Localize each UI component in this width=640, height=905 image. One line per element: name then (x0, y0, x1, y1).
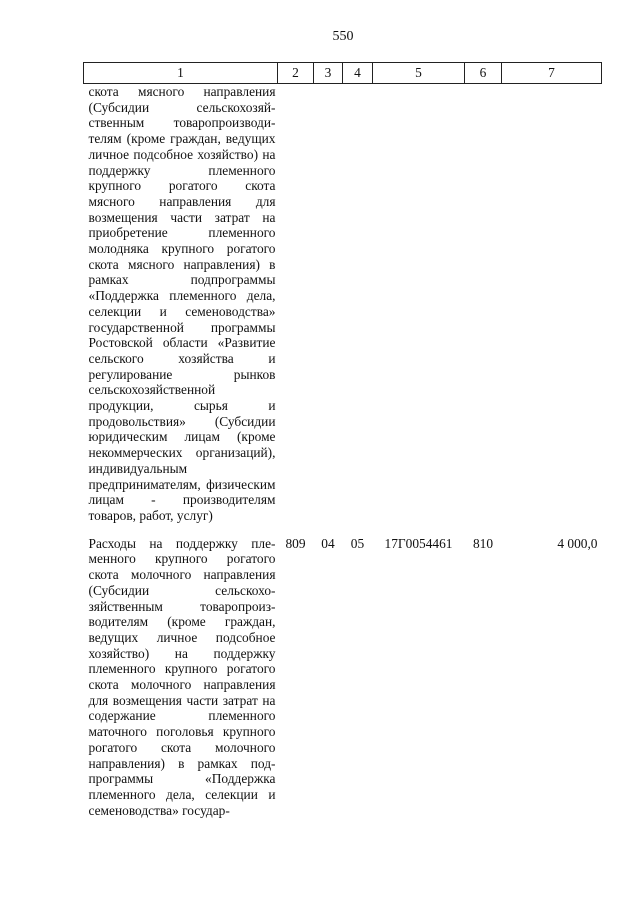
row-description: Расходы на поддержку племенного крупного рогатого скота молочного направления (Субсидии сельскохозяйственным товаропроизводителям (кроме граждан, ведущих личное подсобное хозяйство) на поддержку племенного крупного рогатого скота молочного направления для возмещения части затрат на содержание племенного маточного поголовья крупного рогатого скота молочного направления) в рамках подпрограммы «Поддержка племенного дела, селекции и семеноводства» государ- (88, 535, 276, 818)
row-subsection-code: 05 (350, 535, 365, 551)
header-col-1: 1 (84, 63, 278, 84)
row-spacer (84, 524, 602, 533)
row-amount (502, 84, 602, 524)
header-row (84, 63, 602, 84)
row-description: скота мясного направления (Субсидии сельскохозяйственным товаропроизводителям (кроме граждан, ведущих личное подсобное хозяйство) на поддержку племенного крупного рогатого скота мясного направления для возмещения части затрат на приобретение племенного молодняка крупного рогатого скота мясного направления) в рамках подпрограммы «Поддержка племенного дела, селекции и семеноводства» государственной программы Ростовской области «Развитие сельского хозяйства и регулирование рынков сельскохозяйственной продукции, сырья и продовольствия» (Субсидии юридическим лицам (кроме некоммерческих организаций), индивидуальным предпринимателям, физическим лицам - производителям товаров, работ, услуг) (88, 84, 276, 523)
row-ministry-code: 809 (285, 535, 306, 551)
row-target-article: 17Г0054461 (384, 535, 453, 551)
row-subsection-code (343, 84, 373, 524)
row-target-article (373, 84, 465, 524)
row-section-code (314, 84, 343, 524)
header-col-6: 6 (465, 63, 502, 84)
row-section-code: 04 (321, 535, 335, 551)
header-col-5: 5 (373, 63, 465, 84)
header-col-2: 2 (278, 63, 314, 84)
row-amount: 4 000,0 (557, 535, 598, 551)
row-expense-type (465, 84, 502, 524)
header-col-4: 4 (343, 63, 373, 84)
table-row (84, 84, 602, 524)
header-col-3: 3 (314, 63, 343, 84)
page-number: 550 (332, 29, 354, 44)
table-row (84, 533, 602, 819)
row-ministry-code (278, 84, 314, 524)
row-expense-type: 810 (472, 535, 494, 551)
budget-table (83, 62, 602, 818)
header-col-7: 7 (502, 63, 602, 84)
